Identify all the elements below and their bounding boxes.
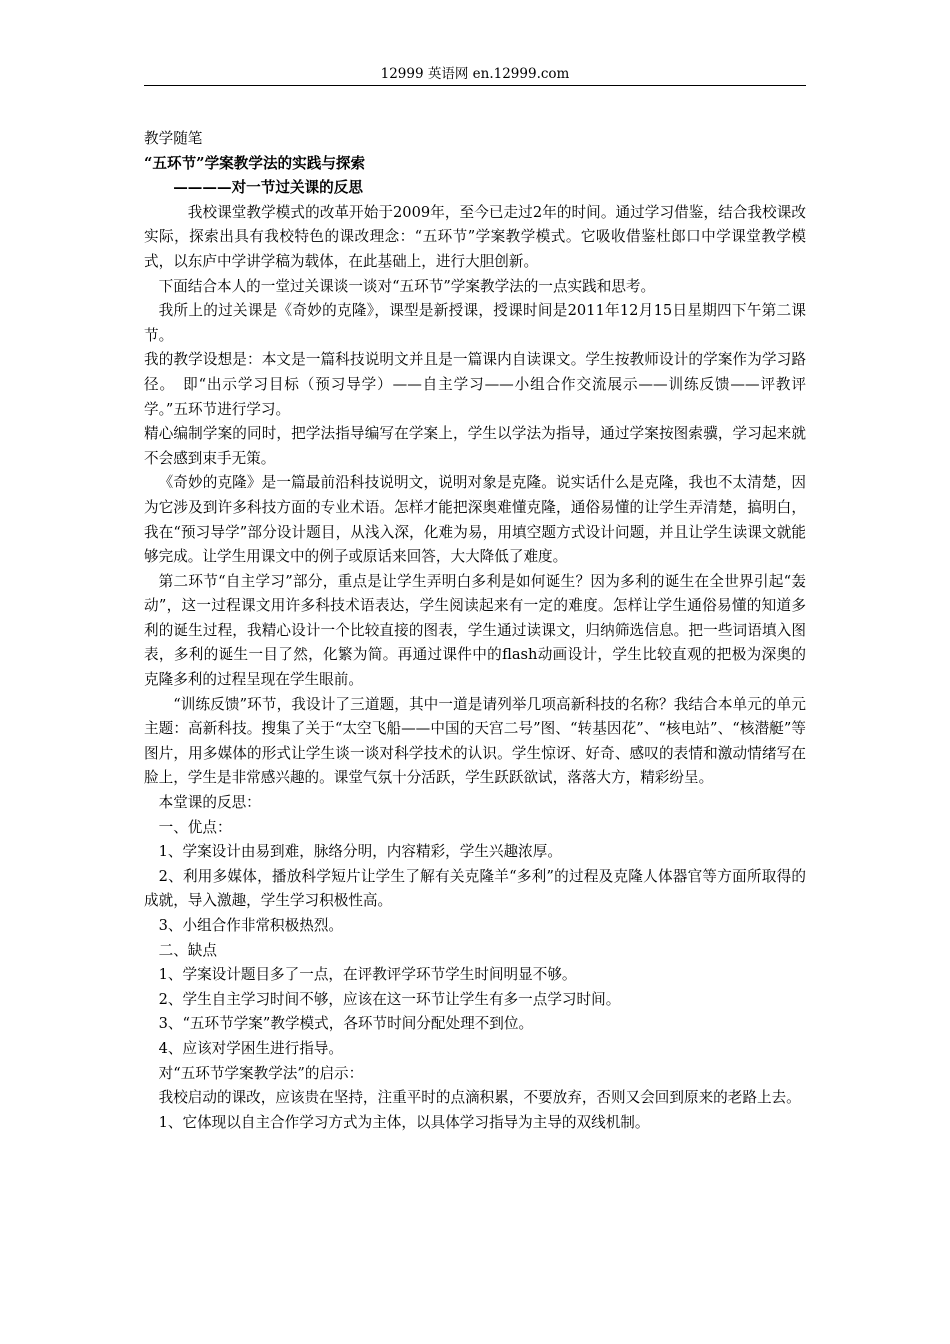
paragraph: 下面结合本人的一堂过关课谈一谈对“五环节”学案教学法的一点实践和思考。 — [158, 277, 656, 295]
section-heading-strengths: 一、优点： — [158, 818, 232, 836]
paragraph: “训练反馈”环节，我设计了三道题，其中一道是请列举几项高新科技的名称？我结合本单元的单元主题：高新科技。搜集了关于“太空飞船——中国的天宫二号”图、“转基因花”、“核电站”、“核潜艇”等图片，用多媒体的形式让学生谈一谈对科学技术的认识。学生惊讶、好奇、感叹的表情和激动情绪写在脸上，学生是非常感兴趣的。课堂气氛十分活跃，学生跃跃欲试，落落大方，精彩纷呈。 — [144, 695, 806, 787]
paragraph: 第二环节“自主学习”部分，重点是让学生弄明白多利是如何诞生？因为多利的诞生在全世界引起“轰动”，这一过程课文用许多科技术语表达，学生阅读起来有一定的难度。怎样让学生通俗易懂的知道多利的诞生过程，我精心设计一个比较直接的图表，学生通过读课文，归纳筛选信息。把一些词语填入图表，多利的诞生一目了然，化繁为简。再通过课件中的flash动画设计，学生比较直观的把极为深奥的克隆多利的过程呈现在学生眼前。 — [144, 572, 806, 689]
paragraph: 我所上的过关课是《奇妙的克隆》，课型是新授课，授课时间是2011年12月15日星期四下午第二课节。 — [144, 302, 806, 344]
article-subtitle: ————对一节过关课的反思 — [173, 179, 363, 197]
inspiration-heading: 对“五环节学案教学法”的启示： — [158, 1064, 364, 1082]
list-item: 1、学案设计由易到难，脉络分明，内容精彩，学生兴趣浓厚。 — [158, 843, 562, 861]
article-title: “五环节”学案教学法的实践与探索 — [144, 154, 366, 172]
reflection-heading: 本堂课的反思： — [158, 794, 261, 812]
paragraph: 我的教学设想是：本文是一篇科技说明文并且是一篇课内自读课文。学生按教师设计的学案作为学习路径。 即“出示学习目标（预习导学）——自主学习——小组合作交流展示——训练反馈——评教评学。”五环节进行学习。 — [144, 351, 806, 418]
paragraph: 《奇妙的克隆》是一篇最前沿科技说明文，说明对象是克隆。说实话什么是克隆，我也不太清楚，因为它涉及到许多科技方面的专业术语。怎样才能把深奥难懂克隆，通俗易懂的让学生弄清楚，搞明白，我在“预习导学”部分设计题目，从浅入深，化难为易，用填空题方式设计问题，并且让学生读课文就能够完成。让学生用课文中的例子或原话来回答，大大降低了难度。 — [144, 474, 806, 566]
site-header-text: 12999 英语网 en.12999.com — [380, 66, 570, 82]
list-item: 1、学案设计题目多了一点，在评教评学环节学生时间明显不够。 — [158, 966, 577, 984]
section-heading-weaknesses: 二、缺点 — [158, 941, 217, 959]
list-item: 3、“五环节学案”教学模式，各环节时间分配处理不到位。 — [158, 1015, 534, 1033]
list-item: 2、利用多媒体，播放科学短片让学生了解有关克隆羊“多利”的过程及克隆人体器官等方面所取得的成就，导入激趣，学生学习积极性高。 — [144, 867, 806, 910]
article-body — [144, 127, 806, 1135]
list-item: 4、应该对学困生进行指导。 — [158, 1039, 344, 1057]
paragraph: 精心编制学案的同时，把学法指导编写在学案上，学生以学法为指导，通过学案按图索骥，学习起来就不会感到束手无策。 — [144, 425, 806, 467]
list-item: 2、学生自主学习时间不够，应该在这一环节让学生有多一点学习时间。 — [158, 990, 621, 1008]
list-item: 1、它体现以自主合作学习方式为主体，以具体学习指导为主导的双线机制。 — [158, 1113, 650, 1131]
article-category: 教学随笔 — [144, 130, 203, 147]
paragraph: 我校启动的课改，应该贵在坚持，注重平时的点滴积累，不要放弃，否则又会回到原来的老路上去。 — [158, 1089, 801, 1107]
paragraph: 我校课堂教学模式的改革开始于2009年，至今已走过2年的时间。通过学习借鉴，结合我校课改实际，探索出具有我校特色的课改理念：“五环节”学案教学模式。它吸收借鉴杜郎口中学课堂教学模式，以东庐中学讲学稿为载体，在此基础上，进行大胆创新。 — [144, 203, 806, 270]
list-item: 3、小组合作非常积极热烈。 — [158, 917, 344, 934]
page-header — [144, 64, 806, 86]
